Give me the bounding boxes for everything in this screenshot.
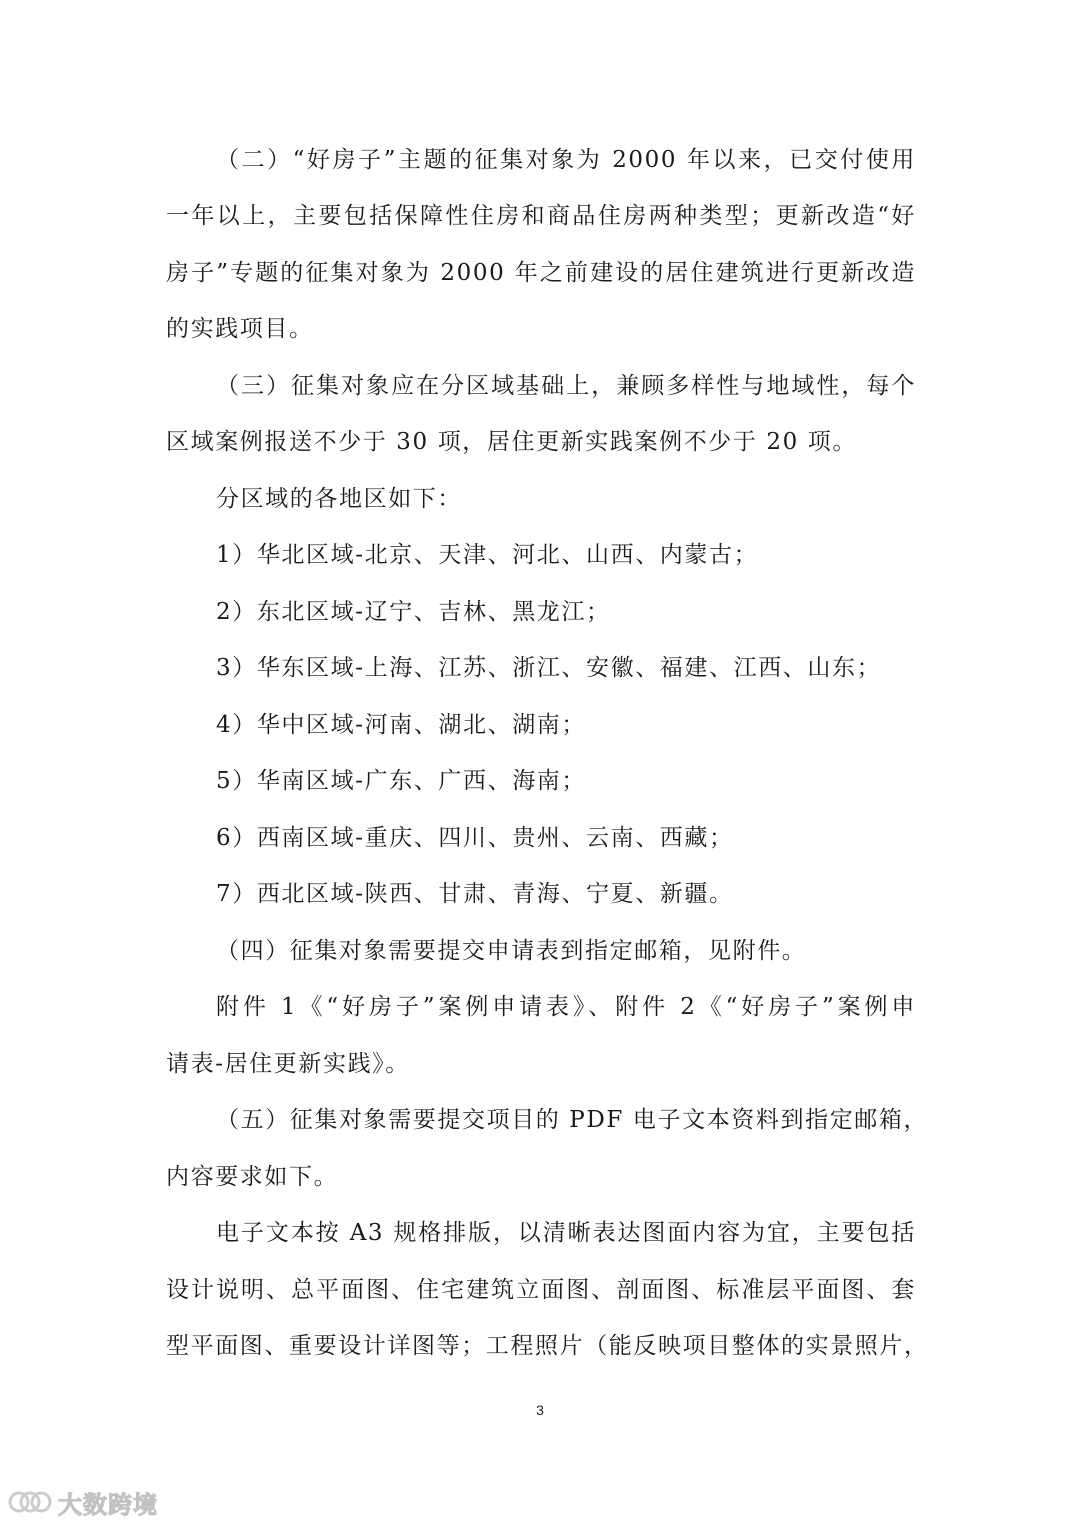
- paragraph-5-line-1: （五）征集对象需要提交项目的 PDF 电子文本资料到指定邮箱，: [216, 1107, 929, 1133]
- logo-icon: [8, 1487, 54, 1517]
- attachment-line-1: 附件 1《“好房子”案例申请表》、附件 2《“好房子”案例申: [216, 994, 916, 1020]
- paragraph-2-line-1: （二）“好房子”主题的征集对象为 2000 年以来，已交付使用: [216, 147, 916, 173]
- region-item-6: 6）西南区域-重庆、四川、贵州、云南、西藏；: [216, 825, 734, 851]
- watermark-text: 大数跨境: [58, 1490, 158, 1519]
- paragraph-2-line-3: 房子”专题的征集对象为 2000 年之前建设的居住建筑进行更新改造: [166, 260, 916, 286]
- watermark: [8, 1484, 158, 1520]
- region-intro: 分区域的各地区如下：: [216, 486, 462, 512]
- paragraph-2-line-2: 一年以上，主要包括保障性住房和商品住房两种类型；更新改造“好: [166, 203, 916, 229]
- region-item-2: 2）东北区域-辽宁、吉林、黑龙江；: [216, 599, 611, 625]
- paragraph-4: （四）征集对象需要提交申请表到指定邮箱，见附件。: [216, 938, 807, 964]
- region-item-5: 5）华南区域-广东、广西、海南；: [216, 768, 587, 794]
- paragraph-3-line-2: 区域案例报送不少于 30 项，居住更新实践案例不少于 20 项。: [166, 429, 857, 455]
- paragraph-2-line-4: 的实践项目。: [166, 316, 314, 342]
- region-item-4: 4）华中区域-河南、湖北、湖南；: [216, 712, 587, 738]
- region-item-7: 7）西北区域-陕西、甘肃、青海、宁夏、新疆。: [216, 881, 734, 907]
- page-number: 3: [536, 1402, 544, 1418]
- format-line-1: 电子文本按 A3 规格排版，以清晰表达图面内容为宜，主要包括: [216, 1220, 916, 1246]
- paragraph-3-line-1: （三）征集对象应在分区域基础上，兼顾多样性与地域性，每个: [216, 373, 916, 399]
- format-line-2: 设计说明、总平面图、住宅建筑立面图、剖面图、标准层平面图、套: [166, 1277, 916, 1303]
- paragraph-5-line-2: 内容要求如下。: [166, 1164, 339, 1190]
- format-line-3: 型平面图、重要设计详图等；工程照片（能反映项目整体的实景照片，: [166, 1333, 929, 1359]
- region-item-1: 1）华北区域-北京、天津、河北、山西、内蒙古；: [216, 542, 759, 568]
- attachment-line-2: 请表-居住更新实践》。: [166, 1051, 410, 1077]
- region-item-3: 3）华东区域-上海、江苏、浙江、安徽、福建、江西、山东；: [216, 655, 882, 681]
